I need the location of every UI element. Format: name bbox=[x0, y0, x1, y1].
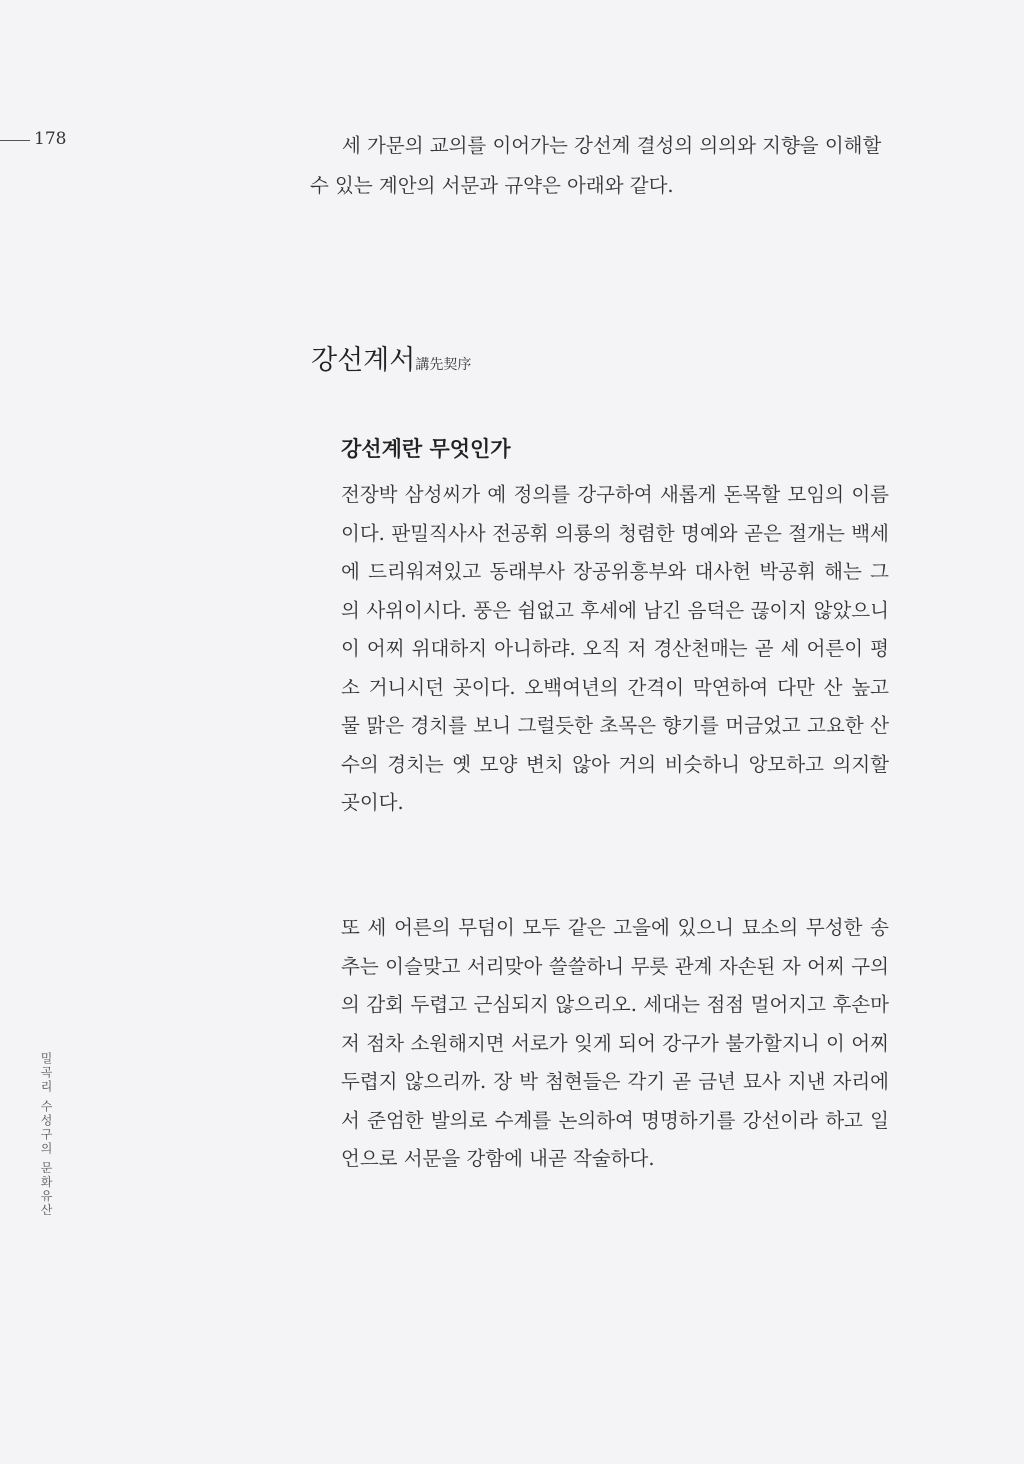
body-paragraph-2 bbox=[341, 909, 889, 1179]
intro-text: 세 가문의 교의를 이어가는 강선계 결성의 의의와 지향을 이해할 수 있는 계안의 서문과 규약은 아래와 같다. bbox=[310, 134, 882, 197]
folio-rule bbox=[0, 140, 30, 141]
intro-paragraph bbox=[310, 126, 900, 206]
section-title bbox=[311, 338, 471, 377]
page-number: 178 bbox=[34, 129, 67, 149]
sub-heading: 강선계란 무엇인가 bbox=[341, 436, 511, 461]
body-paragraph-text: 전장박 삼성씨가 예 정의를 강구하여 새롭게 돈목할 모임의 이름이다. 판밀직사사 전공휘 의룡의 청렴한 명예와 곧은 절개는 백세에 드리워져있고 동래부사 장공위흥부와 대사헌 박공휘 해는 그의 사위이시다. 풍은 쉼없고 후세에 남긴 음덕은 끊이지 않았으니 이 어찌 위대하지 아니하랴. 오직 저 경산천매는 곧 세 어른이 평소 거니시던 곳이다. 오백여년의 간격이 막연하여 다만 산 높고 물 맑은 경치를 보니 그럴듯한 초목은 향기를 머금었고 고요한 산수의 경치는 옛 모양 변치 않아 거의 비슷하니 앙모하고 의지할 곳이다. bbox=[341, 483, 889, 814]
section-title-korean: 강선계서 bbox=[311, 345, 416, 376]
section-title-hanja: 講先契序 bbox=[415, 357, 472, 373]
body-paragraph-text: 또 세 어른의 무덤이 모두 같은 고을에 있으니 묘소의 무성한 송추는 이슬맞고 서리맞아 쓸쓸하니 무릇 관계 자손된 자 어찌 구의의 감회 두렵고 근심되지 않으리오. 세대는 점점 멀어지고 후손마저 점차 소원해지면 서로가 잊게 되어 강구가 불가할지니 이 어찌 두렵지 않으리까. 장 박 첨현들은 각기 곧 금년 묘사 지낸 자리에서 준엄한 발의로 수계를 논의하여 명명하기를 강선이라 하고 일언으로 서문을 강함에 내곧 작술하다. bbox=[341, 916, 889, 1170]
body-paragraph-1 bbox=[341, 476, 889, 823]
running-title: 밀곡리 수성구의 문화유산 bbox=[39, 1052, 53, 1218]
